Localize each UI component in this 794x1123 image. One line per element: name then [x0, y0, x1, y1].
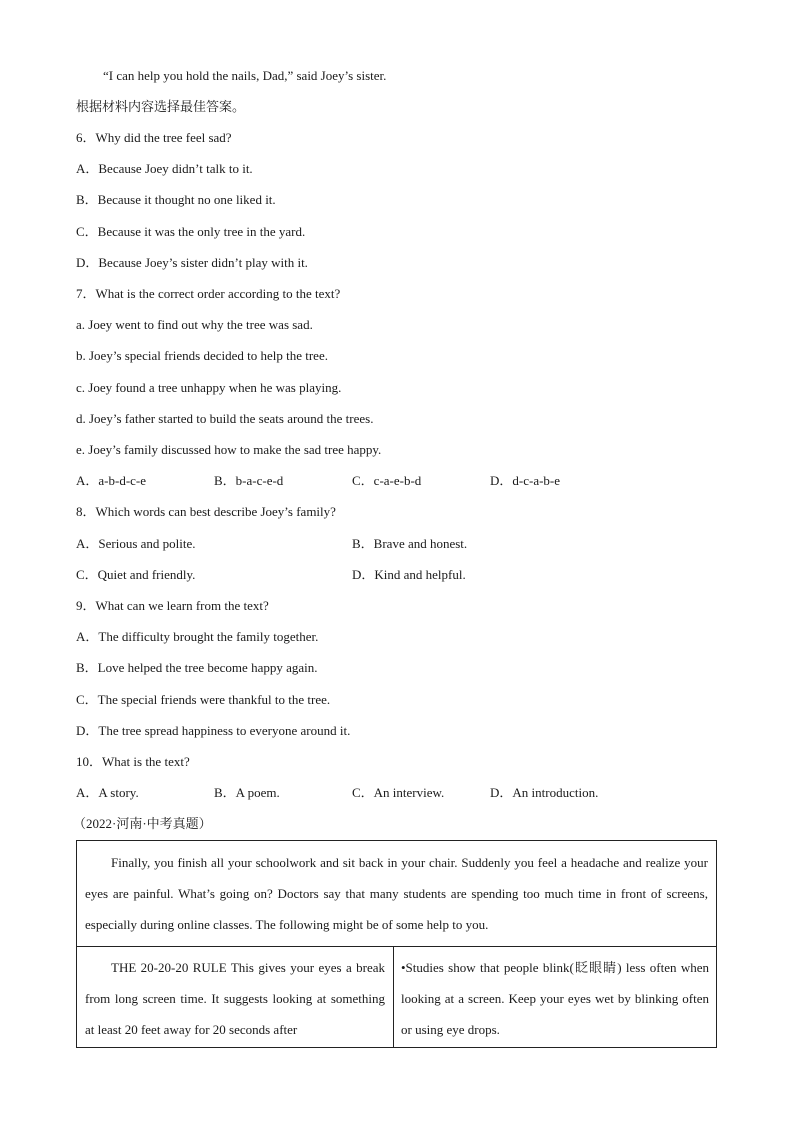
- q7-event-d: d. Joey’s father started to build the seats around the trees.: [76, 411, 374, 426]
- question-7: 7．What is the correct order according to the text?: [76, 286, 341, 301]
- q7-option-b[interactable]: B．b-a-c-e-d: [214, 473, 284, 488]
- q6-option-a[interactable]: A．Because Joey didn’t talk to it.: [76, 161, 253, 176]
- q6-option-d[interactable]: D．Because Joey’s sister didn’t play with it.: [76, 255, 308, 270]
- q10-option-d[interactable]: D．An introduction.: [490, 785, 599, 800]
- q7-option-c[interactable]: C．c-a-e-b-d: [352, 473, 422, 488]
- passage-last-line: “I can help you hold the nails, Dad,” said Joey’s sister.: [103, 68, 387, 83]
- q6-option-c[interactable]: C．Because it was the only tree in the yard.: [76, 224, 306, 239]
- reading-intro: Finally, you finish all your schoolwork and sit back in your chair. Suddenly you feel a headache and realize your eyes are painful. What’s going on? Doctors say that many students are spending too much time in front of screens, especially during online classes. The following might be of some help to you.: [85, 855, 708, 932]
- source-label: （2022·河南·中考真题）: [73, 816, 212, 831]
- reading-left-cell: [77, 946, 394, 1048]
- question-10: 10．What is the text?: [76, 754, 190, 769]
- q8-option-c[interactable]: C．Quiet and friendly.: [76, 567, 196, 582]
- instruction: 根据材料内容选择最佳答案。: [76, 99, 246, 114]
- q6-option-b[interactable]: B．Because it thought no one liked it.: [76, 192, 276, 207]
- q7-event-e: e. Joey’s family discussed how to make the sad tree happy.: [76, 442, 382, 457]
- reading-intro-cell: [77, 841, 716, 947]
- q7-event-c: c. Joey found a tree unhappy when he was playing.: [76, 380, 342, 395]
- q7-event-b: b. Joey’s special friends decided to help the tree.: [76, 348, 328, 363]
- question-8: 8．Which words can best describe Joey’s family?: [76, 504, 336, 519]
- blink-tip-text: •Studies show that people blink(眨眼睛) less often when looking at a screen. Keep your eyes wet by blinking often or using eye drops.: [401, 960, 709, 1037]
- q10-option-c[interactable]: C．An interview.: [352, 785, 445, 800]
- q8-option-a[interactable]: A．Serious and polite.: [76, 536, 196, 551]
- question-9: 9．What can we learn from the text?: [76, 598, 269, 613]
- q7-option-d[interactable]: D．d-c-a-b-e: [490, 473, 561, 488]
- q9-option-a[interactable]: A．The difficulty brought the family together.: [76, 629, 319, 644]
- q9-option-d[interactable]: D．The tree spread happiness to everyone around it.: [76, 723, 351, 738]
- q9-option-c[interactable]: C．The special friends were thankful to the tree.: [76, 692, 331, 707]
- q10-option-b[interactable]: B．A poem.: [214, 785, 280, 800]
- question-6: 6．Why did the tree feel sad?: [76, 130, 232, 145]
- q10-option-a[interactable]: A．A story.: [76, 785, 139, 800]
- q7-event-a: a. Joey went to find out why the tree was sad.: [76, 317, 313, 332]
- q8-option-d[interactable]: D．Kind and helpful.: [352, 567, 466, 582]
- reading-table: [76, 840, 717, 1048]
- reading-right-cell: [393, 946, 717, 1048]
- q7-option-a[interactable]: A．a-b-d-c-e: [76, 473, 147, 488]
- q8-option-b[interactable]: B．Brave and honest.: [352, 536, 468, 551]
- q9-option-b[interactable]: B．Love helped the tree become happy again.: [76, 660, 318, 675]
- rule-20-20-20-text: THE 20-20-20 RULE This gives your eyes a break from long screen time. It suggests looking at something at least 20 feet away for 20 seconds after: [85, 960, 385, 1037]
